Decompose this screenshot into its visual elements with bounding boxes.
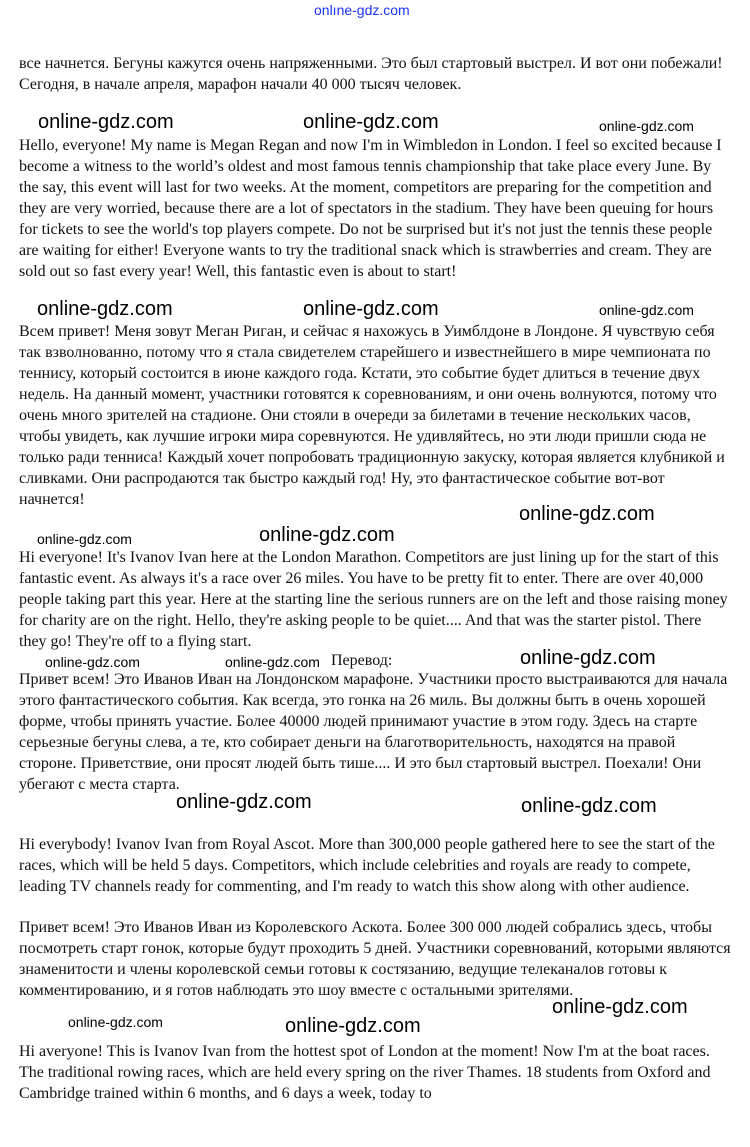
watermark-top: onlıne-gdz.com xyxy=(314,2,410,18)
paragraph-royal-ascot-ru: Привет всем! Это Иванов Иван из Королевского Аскота. Более 300 000 людей собрались здесь, чтобы посмотреть старт гонок, которые будут проходить 5 дней. Участники соревнований, которыми являются знаменитости и члены королевской семьи готовы к состязанию, ведущие телеканалов готовы к комментированию, и я готов наблюдать это шоу вместе с остальными зрителями. xyxy=(19,919,731,999)
paragraph-boat-race-en: Hi averyone! This is Ivanov Ivan from the hottest spot of London at the moment! Now I'm at the boat races. The traditional rowing races, which are held every spring on the river Thames. 18 students from Oxford and Cambridge trained within 6 months, and 6 days a week, today to xyxy=(19,1043,711,1102)
watermark: online-gdz.com xyxy=(552,996,688,1018)
watermark: online-gdz.com xyxy=(225,654,320,670)
watermark: online-gdz.com xyxy=(45,654,140,670)
translation-label: Перевод: xyxy=(331,652,393,669)
watermark: online-gdz.com xyxy=(37,531,132,547)
watermark: online-gdz.com xyxy=(37,298,173,320)
watermark: online-gdz.com xyxy=(599,302,694,318)
watermark: online-gdz.com xyxy=(303,111,439,133)
paragraph-marathon-end-ru: все начнется. Бегуны кажутся очень напряженными. Это был стартовый выстрел. И вот они побежали! Сегодня, в начале апреля, марафон начали 40 000 тысяч человек. xyxy=(19,55,723,93)
paragraph-royal-ascot-en: Hi everybody! Ivanov Ivan from Royal Ascot. More than 300,000 people gathered here to see the start of the races, which will be held 5 days. Competitors, which include celebrities and royals are ready to compete, leading TV channels ready for commenting, and I'm ready to watch this show along with other audience. xyxy=(19,836,715,895)
watermark: online-gdz.com xyxy=(176,791,312,813)
watermark: online-gdz.com xyxy=(303,298,439,320)
watermark: online-gdz.com xyxy=(599,118,694,134)
paragraph-london-marathon-en: Hi everyone! It's Ivanov Ivan here at the London Marathon. Competitors are just lining up for the start of this fantastic event. As always it's a race over 26 miles. You have to be pretty fit to enter. There are over 40,000 people taking part this year. Here at the starting line the serious runners are on the left and those raising money for charity are on the right. Hello, they're asking people to be quiet.... And that was the starter pistol. There they go! They're off to a flying start. xyxy=(19,549,728,650)
watermark: online-gdz.com xyxy=(38,111,174,133)
watermark: online-gdz.com xyxy=(520,647,656,669)
watermark: online-gdz.com xyxy=(68,1014,163,1030)
watermark: online-gdz.com xyxy=(521,795,657,817)
watermark: online-gdz.com xyxy=(519,503,655,525)
watermark: online-gdz.com xyxy=(259,524,395,546)
paragraph-london-marathon-ru: Привет всем! Это Иванов Иван на Лондонском марафоне. Участники просто выстраиваются для начала этого фантастического события. Как всегда, это гонка на 26 миль. Вы должны быть в очень хорошей форме, чтобы принять участие. Более 40000 людей принимают участие в этом году. Здесь на старте серьезные бегуны слева, а те, кто собирает деньги на благотворительность, находятся на правой стороне. Приветствие, они просят людей быть тише.... И это был стартовый выстрел. Поехали! Они убегают с места старта. xyxy=(19,671,728,793)
watermark: online-gdz.com xyxy=(285,1015,421,1037)
paragraph-wimbledon-ru: Всем привет! Меня зовут Меган Риган, и сейчас я нахожусь в Уимблдоне в Лондоне. Я чувствую себя так взволнованно, потому что я стала свидетелем старейшего и известнейшего в мире чемпионата по теннису, который состоится в июне каждого года. Кстати, это событие будет длиться в течение двух недель. На данный момент, участники готовятся к соревнованиям, и они очень волнуются, потому что очень много зрителей на стадионе. Они стояли в очереди за билетами в течение нескольких часов, чтобы увидеть, как лучшие игроки мира соревнуются. Не удивляйтесь, но эти люди пришли сюда не только ради тенниса! Каждый хочет попробовать традиционную закуску, которая является клубникой и сливками. Они распродаются так быстро каждый год! Ну, это фантастическое событие вот-вот начнется! xyxy=(19,323,725,508)
paragraph-wimbledon-en: Hello, everyone! My name is Megan Regan and now I'm in Wimbledon in London. I feel so excited because I become a witness to the world’s oldest and most famous tennis championship that take place every June. By the say, this event will last for two weeks. At the moment, competitors are preparing for the competition and they are very worried, because there are a lot of spectators in the stadium. They have been queuing for hours for tickets to see the world's top players compete. Do not be surprised but it's not just the tennis these people are waiting for either! Everyone wants to try the traditional snack which is strawberries and cream. They are sold out so fast every year! Well, this fantastic even is about to start! xyxy=(19,137,722,280)
